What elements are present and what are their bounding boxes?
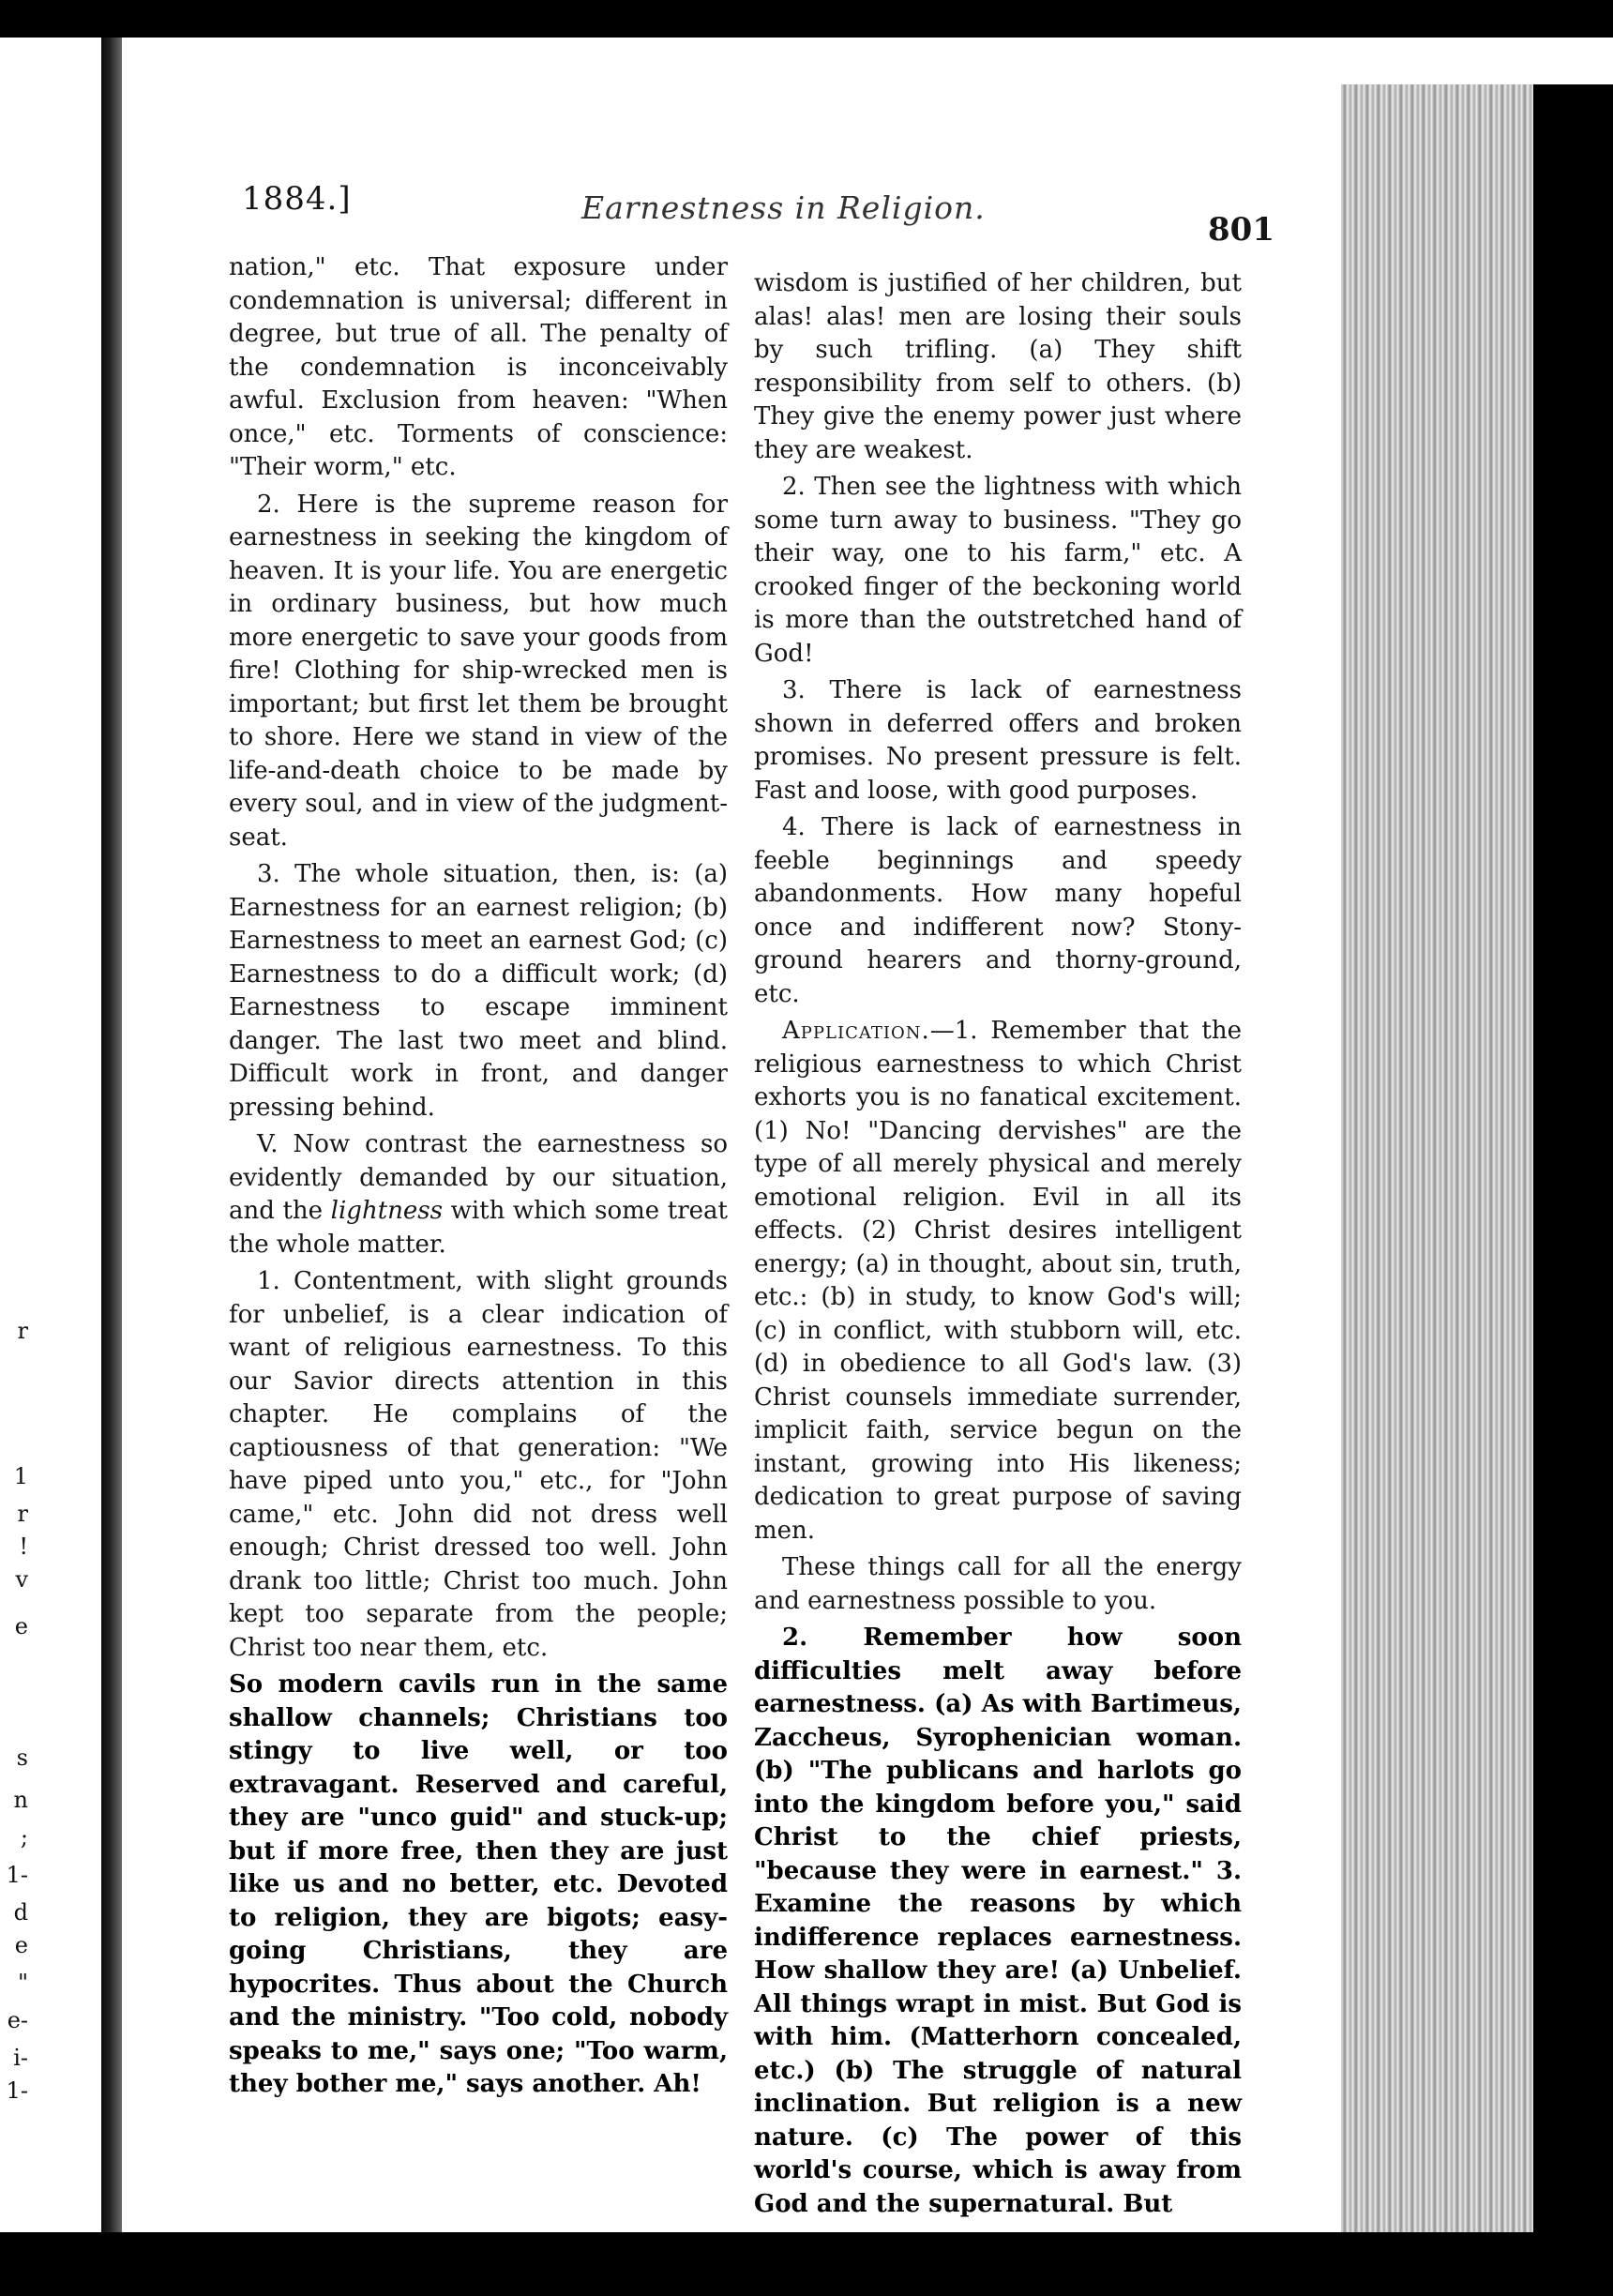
paragraph: 2. Remember how soon difficulties melt away before earnestness. (a) As with Bartimeus, Zaccheus, Syrophenician woman. (b) "The publicans and harlots go into the kingdom before you," said Christ to the chief priests, "because they were in earnest." 3. Examine the reasons by which indifference replaces earnestness. How shallow they are! (a) Unbelief. All things wrapt in mist. But God is with him. (Matterhorn concealed, etc.) (b) The struggle of natural inclination. But religion is a new nature. (c) The power of this world's course, which is away from God and the supernatural. But (754, 1624, 1242, 2218)
facing-page-fragment: d (13, 1899, 28, 1926)
header-year: 1884.] (242, 180, 352, 218)
paragraph: 2. Here is the supreme reason for earnestness in seeking the kingdom of heaven. It is your life. You are energetic in ordinary business, but how much more energetic to save your goods from fire! Clothing for ship-wrecked men is important; but first let them be brought to shore. Here we stand in view of the life-and-death choice to be made by every soul, and in view of the judgment-seat. (229, 490, 728, 852)
paragraph: So modern cavils run in the same shallow channels; Christians too stingy to live well, or too extravagant. Reserved and careful, they are "unco guid" and stuck-up; but if more free, then they are just like us and no better, etc. Devoted to religion, they are bigots; easy-going Christians, they are hypocrites. Thus about the Church and the ministry. "Too cold, nobody speaks to me," says one; "Too warm, they bother me," says another. Ah! (229, 1670, 728, 2098)
scan-border-right (1533, 84, 1613, 2296)
scan-corner (1388, 38, 1613, 84)
facing-page-fragment: 1 (13, 1463, 28, 1489)
paragraph: 2. Then see the lightness with which some turn away to business. "They go their way, one to his farm," etc. A crooked finger of the beckoning world is more than the outstretched hand of God! (754, 473, 1242, 668)
page-number: 801 (1208, 211, 1274, 249)
text-run: V. Now contrast the earnestness so evidently demanded by our situation, and the (229, 1130, 728, 1225)
right-column (754, 267, 1242, 2225)
facing-page-fragment: ! (19, 1533, 28, 1560)
emphasis: lightness (330, 1197, 443, 1225)
paragraph: 1. Contentment, with slight grounds for unbelief, is a clear indication of want of religious earnestness. To this our Savior directs attention in this chapter. He complains of the captiousness of that generation: "We have piped unto you," etc., for "John came," etc. John did not dress well enough; Christ dressed too well. John drank too little; Christ too much. John kept too separate from the people; Christ too near them, etc. (229, 1267, 728, 1662)
page-stack-edge (1341, 84, 1539, 2251)
book-gutter (101, 38, 122, 2251)
left-column (229, 251, 728, 2106)
paragraph (754, 1015, 1242, 1548)
facing-page-fragment: 1- (6, 1862, 28, 1888)
facing-page-fragment: ; (20, 1824, 28, 1850)
facing-page-fragment: " (17, 1970, 28, 1996)
facing-page-fragment: i- (13, 2045, 28, 2071)
facing-page-fragment: e (14, 1932, 28, 1958)
facing-page-fragment: v (15, 1566, 28, 1593)
facing-page-fragment: s (16, 1745, 28, 1771)
paragraph: 4. There is lack of earnestness in feeble beginnings and speedy abandonments. How many hopeful once and indifferent now? Stony-ground hearers and thorny-ground, etc. (754, 813, 1242, 1008)
facing-page-fragment: 1- (6, 2077, 28, 2104)
text-run: —1. Remember that the religious earnestness to which Christ exhorts you is no fanatical excitement. (1) No! "Dancing dervishes" are the type of all merely physical and merely emotional religion. Evil in all its effects. (2) Christ desires intelligent energy; (a) in thought, about sin, truth, etc.: (b) in study, to know God's will; (c) in conflict, with stubborn will, etc. (d) in obedience to all God's law. (3) Christ counsels immediate surrender, implicit faith, service begun on the instant, growing into His likeness; dedication to great purpose of saving men. (754, 1017, 1242, 1545)
facing-page-fragment: n (13, 1787, 28, 1813)
scan-border-top (0, 0, 1613, 38)
paragraph (229, 1128, 728, 1261)
facing-page-fragment: e (14, 1613, 28, 1639)
application-label: Application. (782, 1017, 930, 1045)
paragraph: wisdom is justified of her children, but alas! alas! men are losing their souls by such trifling. (a) They shift responsibility from self to others. (b) They give the enemy power just where they are weakest. (754, 269, 1242, 464)
facing-page-fragment: r (17, 1501, 28, 1527)
text-run: with which some treat the whole matter. (229, 1197, 728, 1259)
paragraph: 3. There is lack of earnestness shown in deferred offers and broken promises. No present pressure is felt. Fast and loose, with good purposes. (754, 676, 1242, 805)
facing-page-fragment: r (17, 1318, 28, 1344)
scan-border-bottom (0, 2232, 1613, 2296)
paragraph: nation," etc. That exposure under condemnation is universal; different in degree, but true of all. The penalty of the condemnation is inconceivably awful. Exclusion from heaven: "When once," etc. Torments of conscience: "Their worm," etc. (229, 253, 728, 481)
facing-page-fragment: e- (7, 2007, 28, 2033)
paragraph: 3. The whole situation, then, is: (a) Earnestness for an earnest religion; (b) Earnestness to meet an earnest God; (c) Earnestness to do a difficult work; (d) Earnestness to escape imminent danger. The last two meet and blind. Difficult work in front, and danger pressing behind. (229, 860, 728, 1122)
running-title: Earnestness in Religion. (581, 189, 986, 226)
paragraph: These things call for all the energy and earnestness possible to you. (754, 1553, 1242, 1615)
